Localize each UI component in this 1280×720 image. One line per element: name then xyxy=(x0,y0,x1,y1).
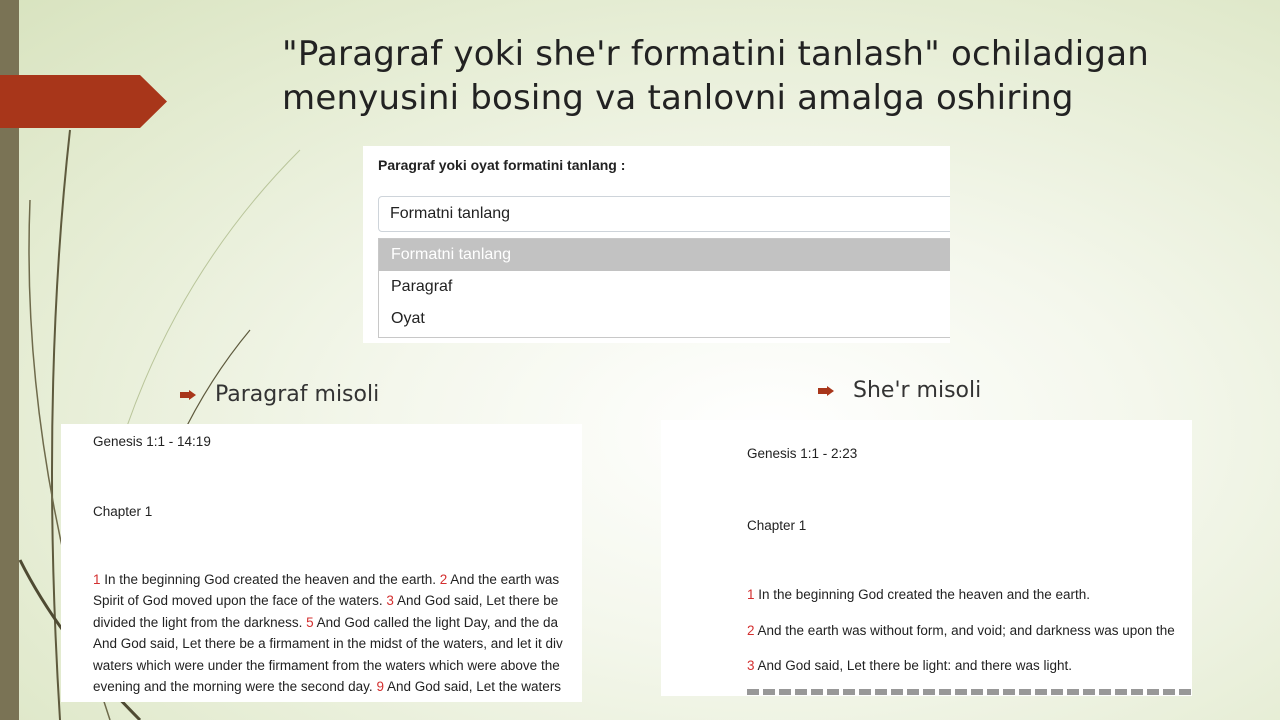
paragraph-line xyxy=(93,593,558,608)
verse-number: 3 xyxy=(747,658,755,673)
format-dropdown-label: Paragraf yoki oyat formatini tanlang : xyxy=(378,157,626,173)
verse-text: In the beginning God created the heaven and the earth. xyxy=(100,572,440,587)
verse-number: 5 xyxy=(306,614,314,630)
paragraph-example-label: Paragraf misoli xyxy=(215,382,380,407)
format-option-verse[interactable]: Oyat xyxy=(391,310,425,327)
verse-example-heading xyxy=(818,378,1118,408)
verse-text: And God said, Let there be a firmament in the midst of the waters, and let it div xyxy=(93,636,563,652)
verse-number: 1 xyxy=(747,587,755,602)
verse-text: In the beginning God created the heaven and the earth. xyxy=(754,587,1091,602)
paragraph-line xyxy=(93,572,559,587)
format-options-list xyxy=(378,238,950,338)
verse-text: And the earth was xyxy=(447,572,560,587)
paragraph-example-document xyxy=(61,424,582,702)
bullet-arrow-icon xyxy=(818,386,834,396)
chevron-down-icon xyxy=(949,204,950,222)
slide-title-line-2: menyusini bosing va tanlovni amalga oshiring xyxy=(282,78,1074,118)
verse-text: And God called the light Day, and the da xyxy=(313,614,559,630)
paragraph-line xyxy=(93,615,558,630)
document-reference: Genesis 1:1 - 2:23 xyxy=(747,446,858,461)
verse-text: And God said, Let there be light: and there was light. xyxy=(754,658,1072,673)
format-option-placeholder[interactable]: Formatni tanlang xyxy=(379,239,950,271)
verse-text: waters which were under the firmament from the waters which were above the xyxy=(93,657,560,673)
verse-line xyxy=(747,587,1090,602)
verse-text: divided the light from the darkness. xyxy=(93,614,307,630)
chapter-heading: Chapter 1 xyxy=(93,504,153,519)
verse-number: 9 xyxy=(376,679,384,694)
slide-title xyxy=(282,32,1242,120)
verse-example-label: She'r misoli xyxy=(853,378,982,403)
format-dropdown-screenshot xyxy=(363,146,950,343)
verse-text: And God said, Let there be xyxy=(393,593,559,609)
paragraph-line xyxy=(93,636,563,651)
verse-number: 2 xyxy=(439,572,448,587)
format-select[interactable] xyxy=(378,196,950,232)
chapter-heading: Chapter 1 xyxy=(747,518,807,533)
verse-text: Spirit of God moved upon the face of the waters. xyxy=(93,593,387,609)
slide-title-line-1: "Paragraf yoki she'r formatini tanlash" ochiladigan xyxy=(282,34,1149,74)
paragraph-line xyxy=(93,658,560,673)
format-select-value: Formatni tanlang xyxy=(390,205,511,222)
verse-text: evening and the morning were the second day. xyxy=(93,679,377,694)
verse-number: 2 xyxy=(747,622,755,638)
paragraph-line xyxy=(93,679,561,694)
format-option-paragraph[interactable]: Paragraf xyxy=(391,278,453,295)
verse-text: And God said, Let the waters xyxy=(383,679,562,694)
bullet-arrow-icon xyxy=(180,390,196,400)
document-reference: Genesis 1:1 - 14:19 xyxy=(93,434,211,449)
verse-number: 1 xyxy=(93,572,101,587)
verse-number: 3 xyxy=(386,593,394,609)
verse-text: And the earth was without form, and void; and darkness was upon the xyxy=(754,622,1175,638)
cutoff-text-line xyxy=(747,689,1192,695)
verse-example-document xyxy=(661,420,1192,696)
verse-line xyxy=(747,623,1175,638)
paragraph-example-heading xyxy=(180,382,480,412)
verse-line xyxy=(747,658,1072,673)
